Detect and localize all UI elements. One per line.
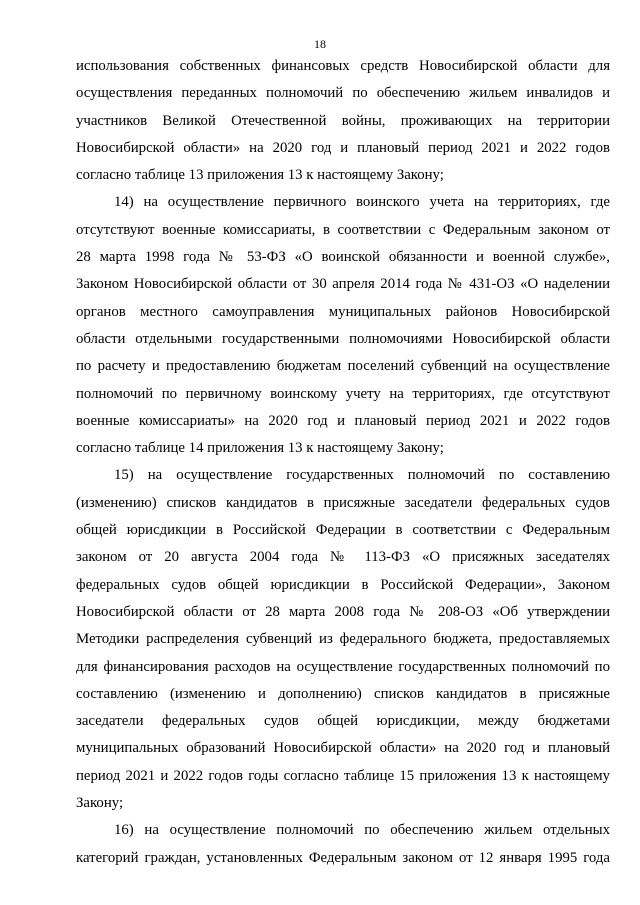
- text-line: согласно таблице 14 приложения 13 к настоящему Закону;: [76, 440, 444, 457]
- text-line: 28 марта 1998 года № 53-ФЗ «О воинской обязанности и военной службе»,: [76, 249, 610, 266]
- text-line: муниципальных образований Новосибирской области» на 2020 год и плановый: [76, 740, 610, 757]
- text-line: полномочий по первичному воинскому учету на территориях, где отсутствуют: [76, 385, 610, 402]
- text-line: участников Великой Отечественной войны, проживающих на территории: [76, 112, 610, 129]
- text-line: области отдельными государственными полномочиями Новосибирской области: [76, 330, 610, 347]
- text-line: Новосибирской области от 28 марта 2008 года № 208-ОЗ «Об утверждении: [76, 603, 610, 620]
- paragraph: [76, 189, 610, 462]
- text-line: общей юрисдикции в Российской Федерации в соответствии с Федеральным: [76, 522, 610, 539]
- paragraph: [76, 53, 610, 189]
- text-line: Новосибирской области» на 2020 год и плановый период 2021 и 2022 годов: [76, 139, 610, 156]
- text-line: осуществления переданных полномочий по обеспечению жильем инвалидов и: [76, 85, 610, 102]
- text-line: 16) на осуществление полномочий по обеспечению жильем отдельных: [114, 822, 610, 839]
- text-line: заседатели федеральных судов общей юрисдикции, между бюджетами: [76, 713, 610, 730]
- document-body: [76, 53, 610, 872]
- text-line: органов местного самоуправления муниципальных районов Новосибирской: [76, 303, 610, 320]
- text-line: федеральных судов общей юрисдикции в Российской Федерации», Законом: [76, 576, 610, 593]
- text-line: Законом Новосибирской области от 30 апреля 2014 года № 431-ОЗ «О наделении: [76, 276, 610, 293]
- paragraph: [76, 817, 610, 872]
- text-line: составлению (изменению и дополнению) списков кандидатов в присяжные: [76, 685, 610, 702]
- text-line: по расчету и предоставлению бюджетам поселений субвенций на осуществление: [76, 358, 610, 375]
- text-line: отсутствуют военные комиссариаты, в соответствии с Федеральным законом от: [76, 221, 610, 238]
- paragraph: [76, 462, 610, 817]
- text-line: законом от 20 августа 2004 года № 113-ФЗ «О присяжных заседателях: [76, 549, 610, 566]
- text-line: использования собственных финансовых средств Новосибирской области для: [76, 58, 610, 74]
- text-line: военные комиссариаты» на 2020 год и плановый период 2021 и 2022 годов: [76, 412, 610, 429]
- text-line: для финансирования расходов на осуществление государственных полномочий по: [76, 658, 610, 675]
- text-line: категорий граждан, установленных Федеральным законом от 12 января 1995 года: [76, 849, 610, 866]
- text-line: 15) на осуществление государственных полномочий по составлению: [114, 467, 610, 484]
- page-number: 18: [314, 37, 326, 51]
- text-line: Методики распределения субвенций из федерального бюджета, предоставляемых: [76, 631, 610, 648]
- text-line: Закону;: [76, 795, 124, 812]
- text-line: согласно таблице 13 приложения 13 к настоящему Закону;: [76, 167, 444, 184]
- text-line: (изменению) списков кандидатов в присяжные заседатели федеральных судов: [76, 494, 610, 511]
- text-line: 14) на осуществление первичного воинского учета на территориях, где: [114, 194, 610, 211]
- text-line: период 2021 и 2022 годов годы согласно таблице 15 приложения 13 к настоящему: [76, 767, 610, 784]
